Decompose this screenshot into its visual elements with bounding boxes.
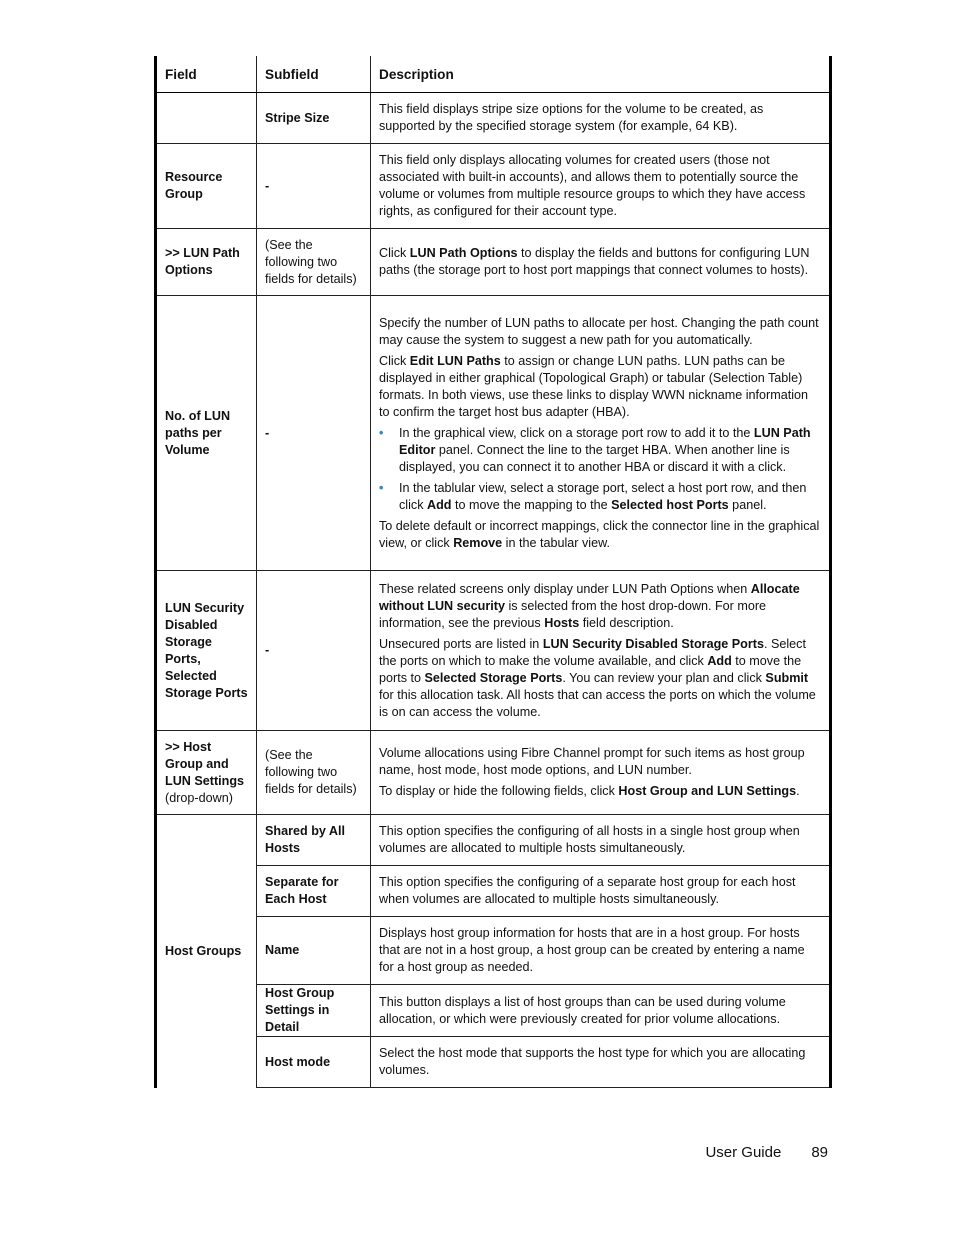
text-run: Unsecured ports are listed in bbox=[379, 636, 543, 651]
description-cell: This option specifies the configuring of all hosts in a single host group when volumes are allocated to multiple hosts simultaneously. bbox=[371, 815, 831, 866]
text-run: In the graphical view, click on a storage port row to add it to the bbox=[399, 425, 754, 440]
table-header-row bbox=[156, 56, 831, 93]
field-cell: LUN Security Disabled Storage Ports, Selected Storage Ports bbox=[156, 571, 257, 731]
text-run: field description. bbox=[579, 615, 674, 630]
table-row bbox=[156, 815, 831, 866]
table-row bbox=[156, 985, 831, 1037]
description-cell bbox=[371, 296, 831, 571]
ui-term: LUN Path Editor bbox=[399, 425, 811, 457]
description-cell bbox=[371, 229, 831, 296]
ui-term: Selected Storage Ports bbox=[424, 670, 563, 685]
table-row bbox=[156, 866, 831, 917]
ui-term: Edit LUN Paths bbox=[409, 353, 501, 368]
text-run: . bbox=[796, 784, 800, 798]
text-run: to assign or change LUN paths. LUN paths can be displayed in either graphical (Topological Graph) or tabular (Selection Table) formats. In both views, use these links to display WWN nickname information to confirm the target host bus adapter (HBA). bbox=[379, 353, 809, 419]
header-description: Description bbox=[371, 56, 831, 93]
subfield-cell: (See the following two fields for details) bbox=[257, 731, 371, 815]
subfield-cell: Name bbox=[257, 917, 371, 985]
description-cell: This field only displays allocating volumes for created users (those not associated with built-in accounts), and allows them to potentially source the volume or volumes from multiple resource groups to which they have access rights, as configured for their account type. bbox=[371, 144, 831, 229]
footer-title: User Guide bbox=[705, 1144, 782, 1161]
text-run: These related screens only display under LUN Path Options when bbox=[379, 581, 751, 596]
text-run: panel. bbox=[728, 497, 767, 512]
table-row bbox=[156, 93, 831, 144]
text-run: To display or hide the following fields, click bbox=[379, 784, 619, 798]
description-cell bbox=[371, 731, 831, 815]
subfield-cell: Separate for Each Host bbox=[257, 866, 371, 917]
bullet-list bbox=[379, 425, 821, 514]
subfield-cell: Stripe Size bbox=[257, 93, 371, 144]
paragraph: Volume allocations using Fibre Channel prompt for such items as host group name, host mode, host mode options, and LUN number. bbox=[379, 746, 805, 777]
subfield-cell: Shared by All Hosts bbox=[257, 815, 371, 866]
description-cell bbox=[371, 571, 831, 731]
subfield-cell: - bbox=[257, 296, 371, 571]
paragraph bbox=[379, 353, 821, 421]
ui-term: Selected host Ports bbox=[611, 497, 729, 512]
table-row bbox=[156, 731, 831, 815]
field-cell bbox=[156, 93, 257, 144]
bullet-icon: • bbox=[379, 480, 384, 495]
ui-term: LUN Path Options bbox=[409, 246, 518, 260]
text-run: . You can review your plan and click bbox=[562, 670, 766, 685]
description-cell: This button displays a list of host groups than can be used during volume allocation, or which were previously created for prior volume allocations. bbox=[371, 985, 831, 1037]
paragraph bbox=[379, 581, 821, 632]
field-cell: No. of LUN paths per Volume bbox=[156, 296, 257, 571]
ui-term: Add bbox=[427, 497, 452, 512]
text-run: To delete default or incorrect mappings, click the connector line in the graphical view, or click bbox=[379, 518, 820, 550]
table-row bbox=[156, 1037, 831, 1088]
table-row bbox=[156, 296, 831, 571]
text-run: Click bbox=[379, 246, 410, 260]
ui-term: Remove bbox=[453, 535, 503, 550]
field-name: >> Host Group and LUN Settings bbox=[165, 739, 245, 788]
header-field: Field bbox=[156, 56, 257, 93]
description-cell: Select the host mode that supports the host type for which you are allocating volumes. bbox=[371, 1037, 831, 1088]
description-cell: This field displays stripe size options for the volume to be created, as supported by the specified storage system (for example, 64 KB). bbox=[371, 93, 831, 144]
text-run: panel. Connect the line to the target HBA. When another line is displayed, you can connect it to another HBA or discard it with a click. bbox=[399, 442, 790, 474]
table-row bbox=[156, 917, 831, 985]
subfield-cell: - bbox=[257, 571, 371, 731]
field-cell: Resource Group bbox=[156, 144, 257, 229]
field-description-table bbox=[154, 56, 832, 1088]
text-run: to display the fields and buttons for configuring LUN paths (the storage port to host port mappings that connect volumes to hosts). bbox=[379, 246, 810, 277]
subfield-cell: Host Group Settings in Detail bbox=[257, 985, 371, 1037]
field-cell: Host Groups bbox=[156, 815, 257, 1088]
page-footer bbox=[705, 1144, 828, 1161]
field-cell: >> LUN Path Options bbox=[156, 229, 257, 296]
text-run: to move the mapping to the bbox=[451, 497, 612, 512]
subfield-cell: - bbox=[257, 144, 371, 229]
ui-term: Add bbox=[707, 653, 732, 668]
paragraph: Specify the number of LUN paths to allocate per host. Changing the path count may cause the system to suggest a new path for you automatically. bbox=[379, 315, 819, 347]
field-cell bbox=[156, 731, 257, 815]
table-row bbox=[156, 144, 831, 229]
ui-term: Submit bbox=[765, 670, 809, 685]
ui-term: Host Group and LUN Settings bbox=[618, 784, 797, 798]
table-row bbox=[156, 229, 831, 296]
list-item bbox=[379, 425, 821, 476]
text-run: is selected from the host drop-down. For more information, see the previous bbox=[379, 598, 767, 630]
list-item bbox=[379, 480, 821, 514]
ui-term: LUN Security Disabled Storage Ports bbox=[542, 636, 764, 651]
subfield-cell: (See the following two fields for details) bbox=[257, 229, 371, 296]
text-run: In the tablular view, select a storage port, select a host port row, and then click bbox=[399, 480, 807, 512]
description-cell: Displays host group information for hosts that are in a host group. For hosts that are not in a host group, a host group can be created by entering a name for a host group as needed. bbox=[371, 917, 831, 985]
paragraph bbox=[379, 783, 821, 800]
text-run: for this allocation task. All hosts that can access the ports on which the volume is on can access the volume. bbox=[379, 687, 816, 719]
bullet-icon: • bbox=[379, 425, 384, 440]
paragraph bbox=[379, 518, 821, 552]
description-cell: This option specifies the configuring of a separate host group for each host when volumes are allocated to multiple hosts simultaneously. bbox=[371, 866, 831, 917]
table-row bbox=[156, 571, 831, 731]
paragraph bbox=[379, 636, 821, 721]
text-run: . Select the ports on which to make the volume available, and click bbox=[379, 636, 806, 668]
subfield-cell: Host mode bbox=[257, 1037, 371, 1088]
page-number: 89 bbox=[811, 1144, 828, 1161]
text-run: in the tabular view. bbox=[502, 535, 610, 550]
field-note: (drop-down) bbox=[165, 790, 233, 805]
ui-term: Hosts bbox=[544, 615, 580, 630]
ui-term: Allocate without LUN security bbox=[379, 581, 800, 613]
header-subfield: Subfield bbox=[257, 56, 371, 93]
text-run: to move the ports to bbox=[379, 653, 802, 685]
text-run: Click bbox=[379, 353, 410, 368]
